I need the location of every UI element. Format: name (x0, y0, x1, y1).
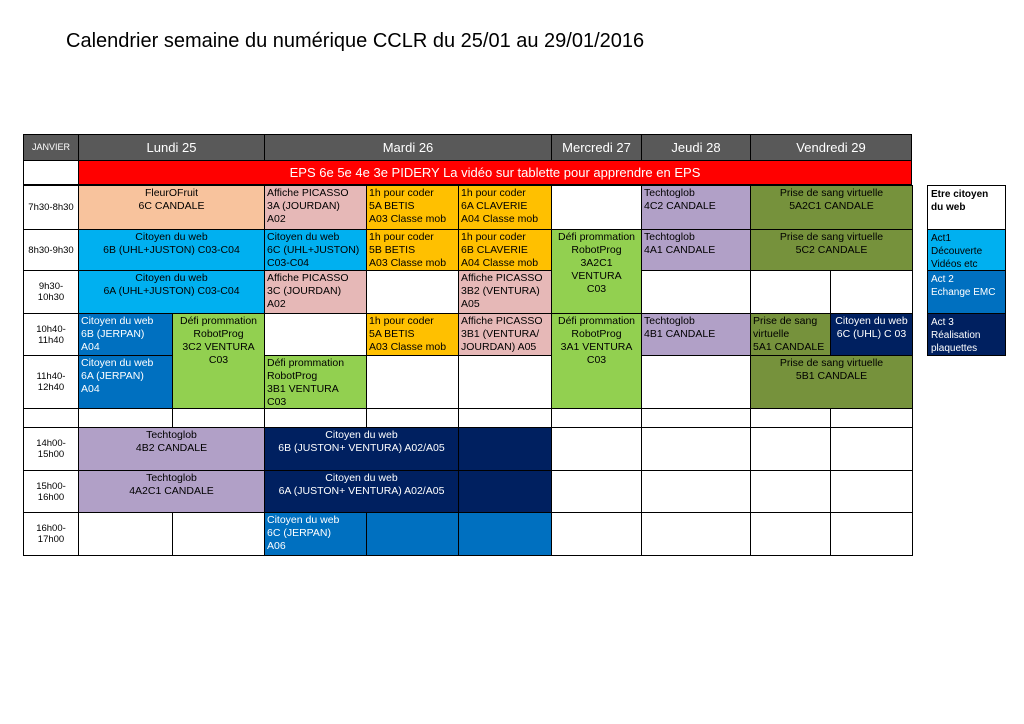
schedule-event (366, 512, 459, 556)
empty-cell (551, 470, 642, 513)
schedule-event: Défi prommation RobotProg 3A2C1 VENTURA C03 (551, 229, 642, 314)
header-jeudi: Jeudi 28 (641, 134, 751, 161)
header-lundi: Lundi 25 (78, 134, 265, 161)
empty-cell (830, 270, 913, 314)
schedule-event: Affiche PICASSO 3A (JOURDAN) A02 (264, 185, 367, 230)
empty-cell (458, 355, 552, 409)
time-slot: 9h30-10h30 (23, 270, 79, 314)
time-slot: 10h40- 11h40 (23, 313, 79, 356)
schedule-event (458, 512, 552, 556)
schedule-event: Techtoglob 4C2 CANDALE (641, 185, 751, 230)
empty-cell (172, 408, 265, 428)
empty-cell (551, 427, 642, 471)
schedule-event: 1h pour coder 5A BETIS A03 Classe mob (366, 185, 459, 230)
schedule-event: 1h pour coder 5A BETIS A03 Classe mob (366, 313, 459, 356)
empty-cell (750, 427, 831, 471)
time-slot: 15h00- 16h00 (23, 470, 79, 513)
schedule-event: Défi prommation RobotProg 3A1 VENTURA C03 (551, 313, 642, 409)
eps-corner (23, 160, 79, 185)
empty-cell (366, 355, 459, 409)
schedule-event: Citoyen du web 6B (JUSTON+ VENTURA) A02/A05 (264, 427, 459, 471)
empty-cell (172, 512, 265, 556)
legend-item: Act1 Découverte Vidéos etc (927, 229, 1006, 271)
schedule-event: Prise de sang virtuelle 5B1 CANDALE (750, 355, 913, 409)
legend-item: Etre citoyen du web (927, 185, 1006, 230)
schedule-event: Techtoglob 4B1 CANDALE (641, 313, 751, 356)
schedule-event: Défi prommation RobotProg 3C2 VENTURA C03 (172, 313, 265, 409)
schedule-event: Prise de sang virtuelle 5A1 CANDALE (750, 313, 831, 356)
schedule-event: 1h pour coder 6A CLAVERIE A04 Classe mob (458, 185, 552, 230)
schedule-event: Citoyen du web 6A (UHL+JUSTON) C03-C04 (78, 270, 265, 314)
schedule-event: Affiche PICASSO 3C (JOURDAN) A02 (264, 270, 367, 314)
header-mardi: Mardi 26 (264, 134, 552, 161)
empty-cell (551, 408, 642, 428)
empty-cell (78, 408, 173, 428)
eps-banner: EPS 6e 5e 4e 3e PIDERY La vidéo sur tablette pour apprendre en EPS (78, 160, 912, 185)
header-mercredi: Mercredi 27 (551, 134, 642, 161)
empty-cell (366, 270, 459, 314)
schedule-event: Affiche PICASSO 3B1 (VENTURA/ JOURDAN) A05 (458, 313, 552, 356)
empty-cell (750, 512, 831, 556)
time-slot (23, 408, 79, 428)
schedule-event: Prise de sang virtuelle 5C2 CANDALE (750, 229, 913, 271)
schedule-event: Citoyen du web 6C (UHL+JUSTON) C03-C04 (264, 229, 367, 271)
schedule-event: Citoyen du web 6C (JERPAN) A06 (264, 512, 367, 556)
schedule-event: Défi prommation RobotProg 3B1 VENTURA C03 (264, 355, 367, 409)
schedule-event: 1h pour coder 5B BETIS A03 Classe mob (366, 229, 459, 271)
empty-cell (641, 512, 751, 556)
schedule-event: 1h pour coder 6B CLAVERIE A04 Classe mob (458, 229, 552, 271)
empty-cell (750, 270, 831, 314)
schedule-event (458, 427, 552, 471)
page-title: Calendrier semaine du numérique CCLR du 25/01 au 29/01/2016 (66, 30, 645, 52)
time-slot: 7h30-8h30 (23, 185, 79, 230)
empty-cell (830, 512, 913, 556)
schedule-event: Techtoglob 4A2C1 CANDALE (78, 470, 265, 513)
time-slot: 14h00- 15h00 (23, 427, 79, 471)
schedule-event (458, 470, 552, 513)
schedule-event: Citoyen du web 6A (JERPAN) A04 (78, 355, 173, 409)
empty-cell (641, 270, 751, 314)
empty-cell (78, 512, 173, 556)
header-vendredi: Vendredi 29 (750, 134, 912, 161)
empty-cell (750, 470, 831, 513)
empty-cell (264, 408, 367, 428)
empty-cell (641, 408, 751, 428)
schedule-event: FleurOFruit 6C CANDALE (78, 185, 265, 230)
empty-cell (551, 185, 642, 230)
empty-cell (264, 313, 367, 356)
empty-cell (641, 355, 751, 409)
time-slot: 16h00- 17h00 (23, 512, 79, 556)
schedule-event: Citoyen du web 6C (UHL) C 03 (830, 313, 913, 356)
empty-cell (641, 470, 751, 513)
schedule-event: Techtoglob 4B2 CANDALE (78, 427, 265, 471)
empty-cell (551, 512, 642, 556)
empty-cell (641, 427, 751, 471)
empty-cell (366, 408, 459, 428)
schedule-event: Techtoglob 4A1 CANDALE (641, 229, 751, 271)
schedule-event: Affiche PICASSO 3B2 (VENTURA) A05 (458, 270, 552, 314)
empty-cell (830, 470, 913, 513)
time-slot: 8h30-9h30 (23, 229, 79, 271)
empty-cell (458, 408, 552, 428)
schedule-event: Citoyen du web 6A (JUSTON+ VENTURA) A02/A05 (264, 470, 459, 513)
time-slot: 11h40- 12h40 (23, 355, 79, 409)
legend-item: Act 2 Echange EMC (927, 270, 1006, 314)
legend-item: Act 3 Réalisation plaquettes (927, 313, 1006, 356)
empty-cell (750, 408, 831, 428)
schedule-event: Citoyen du web 6B (JERPAN) A04 (78, 313, 173, 356)
header-corner: JANVIER (23, 134, 79, 161)
empty-cell (830, 408, 913, 428)
schedule-event: Prise de sang virtuelle 5A2C1 CANDALE (750, 185, 913, 230)
schedule-event: Citoyen du web 6B (UHL+JUSTON) C03-C04 (78, 229, 265, 271)
empty-cell (830, 427, 913, 471)
